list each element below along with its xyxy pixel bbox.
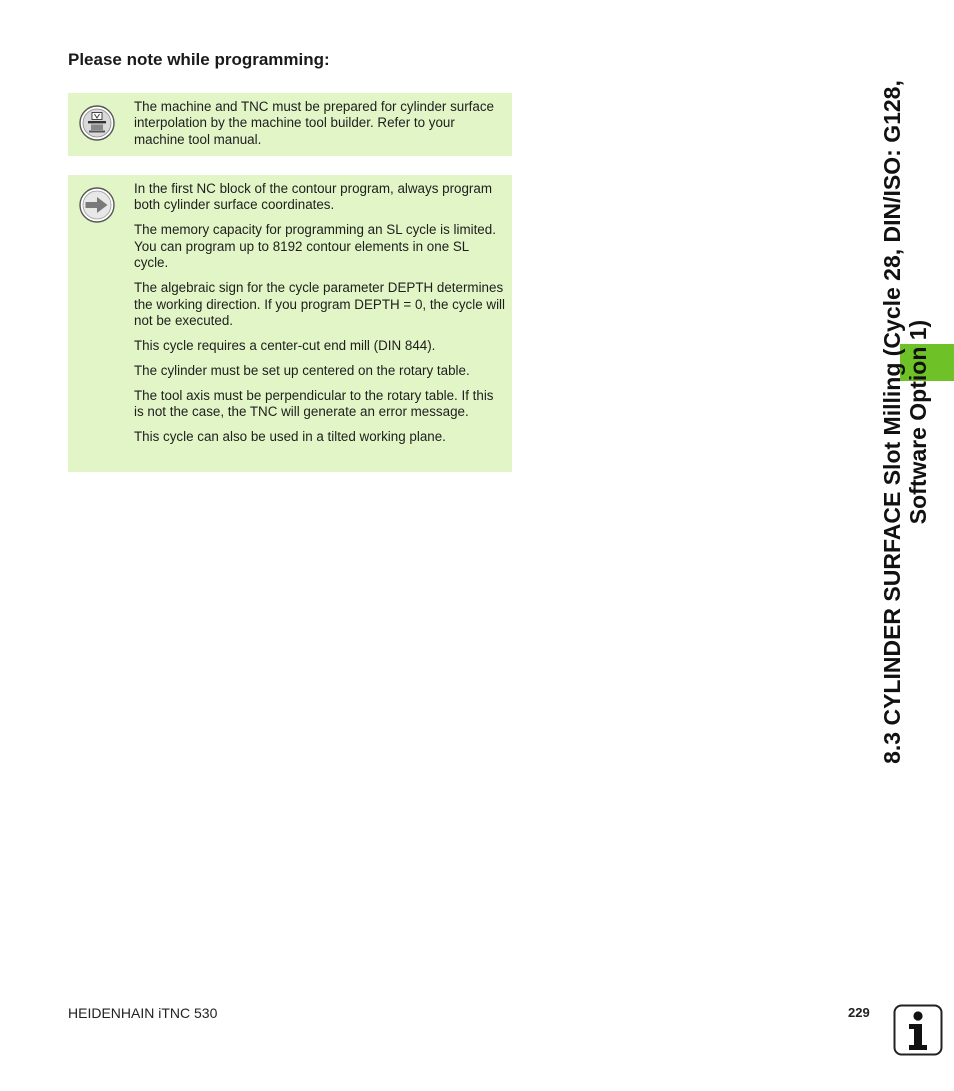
hint-paragraph: The cylinder must be set up centered on the rotary table. <box>134 363 470 379</box>
programming-hints-box <box>68 175 512 472</box>
hint-paragraph: In the first NC block of the contour program, always program both cylinder surface coordinates. <box>134 181 492 213</box>
machine-note-box <box>68 93 512 156</box>
running-chapter-title <box>879 32 935 812</box>
programming-hints-list <box>134 181 506 454</box>
footer-product-name: HEIDENHAIN iTNC 530 <box>68 1005 218 1021</box>
arrow-right-icon <box>79 187 115 223</box>
info-icon <box>893 1004 943 1056</box>
machine-note-paragraph: The machine and TNC must be prepared for cylinder surface interpolation by the machine tool builder. Refer to your machine tool manual. <box>134 99 494 147</box>
hint-paragraph: This cycle requires a center-cut end mill (DIN 844). <box>134 338 436 354</box>
hint-paragraph: The memory capacity for programming an SL cycle is limited. You can program up to 8192 contour elements in one SL cycle. <box>134 222 496 271</box>
hint-paragraph: The tool axis must be perpendicular to the rotary table. If this is not the case, the TNC will generate an error message. <box>134 388 494 420</box>
hint-paragraph: This cycle can also be used in a tilted working plane. <box>134 429 446 445</box>
chapter-title-line-2: Software Option 1) <box>905 319 931 525</box>
hint-paragraph: The algebraic sign for the cycle parameter DEPTH determines the working direction. If you program DEPTH = 0, the cycle will not be executed. <box>134 280 505 329</box>
section-heading: Please note while programming: <box>68 50 330 69</box>
chapter-tab <box>936 344 954 381</box>
page-number: 229 <box>848 1005 870 1020</box>
machine-builder-icon <box>79 105 115 141</box>
chapter-title-line-1: 8.3 CYLINDER SURFACE Slot Milling (Cycle 28, DIN/ISO: G128, <box>879 80 905 764</box>
machine-note-text <box>134 99 506 157</box>
